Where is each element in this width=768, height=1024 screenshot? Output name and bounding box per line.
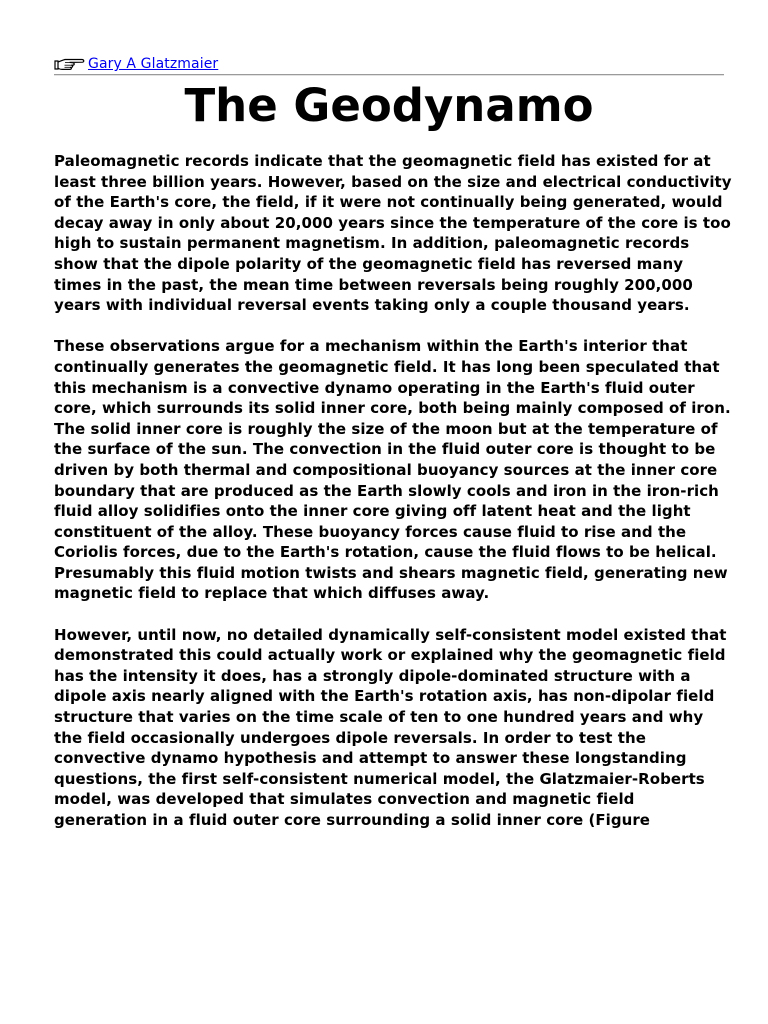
page-title: The Geodynamo bbox=[184, 79, 594, 132]
article-body bbox=[54, 151, 732, 851]
paragraph-3: However, until now, no detailed dynamically self-consistent model existed that demonstrated this could actually work or explained why the geomagnetic field has the intensity it does, has a strongly dipole-dominated structure with a dipole axis nearly aligned with the Earth's rotation axis, has non-dipolar field structure that varies on the time scale of ten to one hundred years and why the field occasionally undergoes dipole reversals. In order to test the convective dynamo hypothesis and attempt to answer these longstanding questions, the first self-consistent numerical model, the Glatzmaier-Roberts model, was developed that simulates convection and magnetic field generation in a fluid outer core surrounding a solid inner core (Figure bbox=[54, 625, 727, 829]
pointing-hand-icon bbox=[54, 56, 86, 72]
paragraph-1: Paleomagnetic records indicate that the geomagnetic field has existed for at least three billion years. However, based on the size and electrical conductivity of the Earth's core, the field, if it were not continually being generated, would decay away in only about 20,000 years since the temperature of the core is too high to sustain permanent magnetism. In addition, paleomagnetic records show that the dipole polarity of the geomagnetic field has reversed many times in the past, the mean time between reversals being roughly 200,000 years with individual reversal events taking only a couple thousand years. bbox=[54, 152, 732, 315]
author-row bbox=[54, 55, 218, 73]
paragraph-2: These observations argue for a mechanism within the Earth's interior that continually generates the geomagnetic field. It has long been speculated that this mechanism is a convective dynamo operating in the Earth's fluid outer core, which surrounds its solid inner core, both being mainly composed of iron. The solid inner core is roughly the size of the moon but at the temperature of the surface of the sun. The convection in the fluid outer core is thought to be driven by both thermal and compositional buoyancy sources at the inner core boundary that are produced as the Earth slowly cools and iron in the iron-rich fluid alloy solidifies onto the inner core giving off latent heat and the light constituent of the alloy. These buoyancy forces cause fluid to rise and the Coriolis forces, due to the Earth's rotation, cause the fluid flows to be helical. Presumably this fluid motion twists and shears magnetic field, generating new magnetic field to replace that which diffuses away. bbox=[54, 337, 731, 603]
author-link[interactable]: Gary A Glatzmaier bbox=[88, 56, 219, 72]
